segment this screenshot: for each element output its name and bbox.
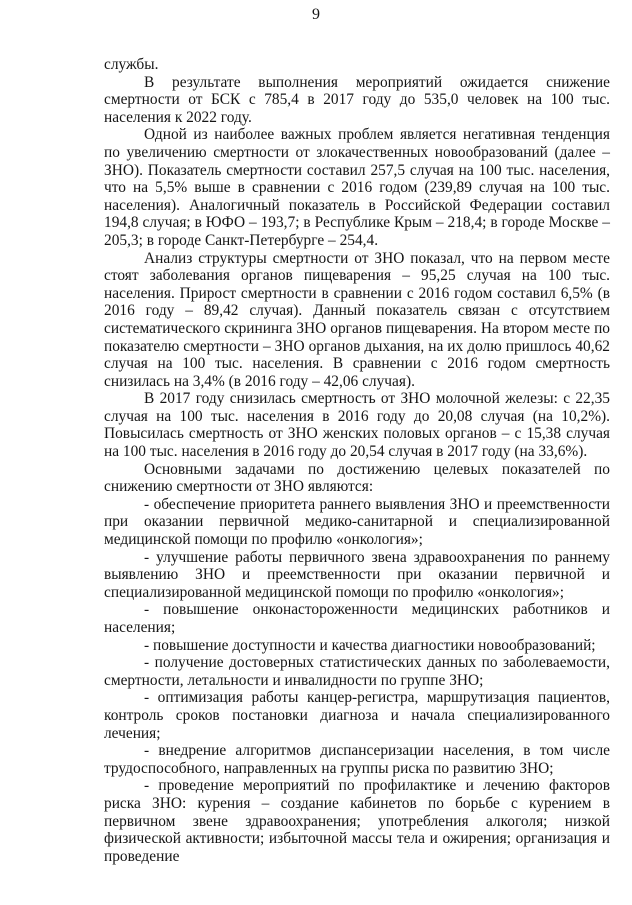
paragraph-bsk-mortality: В результате выполнения мероприятий ожидается снижение смертности от БСК с 785,4 в 2017 году до 535,0 человек на 100 тыс. населения к 2022 году. bbox=[104, 73, 610, 126]
list-item: - повышение доступности и качества диагностики новообразований; bbox=[144, 636, 596, 654]
page-number: 9 bbox=[312, 6, 320, 23]
list-item: - внедрение алгоритмов диспансеризации населения, в том числе трудоспособного, направленных на группы риска по развитию ЗНО; bbox=[104, 742, 610, 777]
list-item: - обеспечение приоритета раннего выявления ЗНО и преемственности при оказании первичной медико-санитарной и специализированной медицинской помощи по профилю «онкология»; bbox=[104, 495, 610, 549]
list-item: - оптимизация работы канцер-регистра, маршрутизация пациентов, контроль сроков постановки диагноза и начала специализированного лечения; bbox=[104, 689, 610, 742]
list-item: - проведение мероприятий по профилактике и лечению факторов риска ЗНО: курения – создание кабинетов по борьбе с курением в первичном звене здравоохранения; употребления алкоголя; низкой физической активности; избыточной массы тела и ожирения; организация и проведение bbox=[104, 777, 610, 865]
list-item: - улучшение работы первичного звена здравоохранения по раннему выявлению ЗНО и преемственности при оказании первичной и специализированной медицинской помощи по профилю «онкология»; bbox=[104, 548, 610, 601]
paragraph-continuation: службы. bbox=[104, 56, 159, 73]
list-item: - получение достоверных статистических данных по заболеваемости, смертности, летальности и инвалидности по группе ЗНО; bbox=[104, 654, 610, 689]
paragraph-zno-2017: В 2017 году снизилась смертность от ЗНО молочной железы: с 22,35 случая на 100 тыс. населения в 2016 году до 20,08 случая (на 10,2%). Повысилась смертность от ЗНО женских половых органов – с 15,38 случая на 100 тыс. населения в 2016 году до 20,54 случая в 2017 году (на 33,6%). bbox=[104, 390, 610, 461]
list-item: - повышение онконастороженности медицинских работников и населения; bbox=[104, 601, 610, 636]
paragraph-tasks-intro: Основными задачами по достижению целевых показателей по снижению смертности от ЗНО являются: bbox=[104, 460, 610, 496]
body-text bbox=[104, 56, 610, 865]
paragraph-zno-structure: Анализ структуры смертности от ЗНО показал, что на первом месте стоят заболевания органов пищеварения – 95,25 случая на 100 тыс. населения. Прирост смертности в сравнении с 2016 годом составил 6,5% (в 2016 году – 89,42 случая). Данный показатель связан с отсутствием систематического скрининга ЗНО органов пищеварения. На втором месте по показателю смертности – ЗНО органов дыхания, на их долю пришлось 40,62 случая на 100 тыс. населения. В сравнении с 2016 годом смертность снизилась на 3,4% (в 2016 году – 42,06 случая). bbox=[104, 249, 610, 390]
paragraph-zno-trend: Одной из наиболее важных проблем является негативная тенденция по увеличению смертности от злокачественных новообразований (далее – ЗНО). Показатель смертности составил 257,5 случая на 100 тыс. населения, что на 5,5% выше в сравнении с 2016 годом (239,89 случая на 100 тыс. населения). Аналогичный показатель в Российской Федерации составил 194,8 случая; в ЮФО – 193,7; в Республике Крым – 218,4; в городе Москве – 205,3; в городе Санкт-Петербурге – 254,4. bbox=[104, 126, 610, 249]
